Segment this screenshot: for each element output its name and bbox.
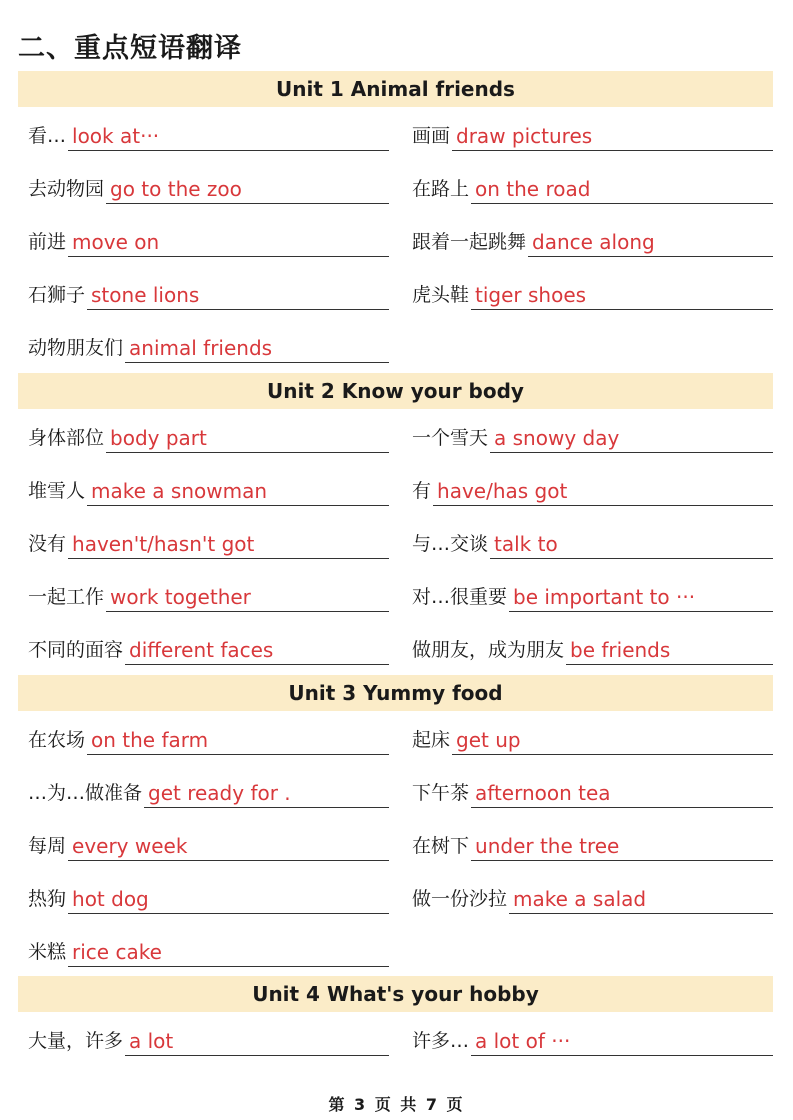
english-answer: a lot	[129, 1029, 174, 1053]
english-answer: work together	[110, 585, 251, 609]
english-answer: dance along	[532, 230, 655, 254]
english-answer: afternoon tea	[475, 781, 611, 805]
phrase-item	[412, 884, 773, 914]
english-answer: animal friends	[129, 336, 273, 360]
english-answer: stone lions	[91, 283, 200, 307]
phrase-item	[28, 174, 389, 204]
answer-line	[144, 779, 389, 808]
english-answer: look at···	[72, 124, 160, 148]
answer-line	[68, 530, 389, 559]
english-answer: make a snowman	[91, 479, 268, 503]
chinese-phrase: 去动物园	[28, 178, 105, 200]
english-answer: rice cake	[72, 940, 162, 964]
chinese-phrase: 没有	[28, 533, 67, 555]
english-answer: be friends	[570, 638, 671, 662]
english-answer: draw pictures	[456, 124, 593, 148]
english-answer: make a salad	[513, 887, 647, 911]
unit-heading: Unit 1 Animal friends	[18, 71, 773, 107]
english-answer: get ready for .	[148, 781, 291, 805]
phrase-item	[412, 227, 773, 257]
phrase-item	[412, 582, 773, 612]
answer-line	[528, 228, 773, 257]
phrase-item	[28, 831, 389, 861]
answer-line	[509, 583, 773, 612]
chinese-phrase: 有	[412, 480, 432, 502]
english-answer: talk to	[494, 532, 558, 556]
phrase-item	[28, 280, 389, 310]
answer-line	[87, 477, 389, 506]
english-answer: under the tree	[475, 834, 620, 858]
english-answer: different faces	[129, 638, 274, 662]
answer-line	[106, 424, 389, 453]
answer-line	[490, 530, 773, 559]
phrase-item	[412, 778, 773, 808]
chinese-phrase: 米糕	[28, 941, 67, 963]
answer-line	[106, 583, 389, 612]
answer-line	[566, 636, 773, 665]
unit-heading: Unit 3 Yummy food	[18, 675, 773, 711]
chinese-phrase: 起床	[412, 729, 451, 751]
unit-heading: Unit 4 What's your hobby	[18, 976, 773, 1012]
chinese-phrase: 在农场	[28, 729, 86, 751]
phrase-item	[412, 280, 773, 310]
english-answer: hot dog	[72, 887, 149, 911]
chinese-phrase: 不同的面容	[28, 639, 124, 661]
english-answer: be important to ···	[513, 585, 696, 609]
chinese-phrase: 与…交谈	[412, 533, 489, 555]
phrase-item	[412, 831, 773, 861]
answer-line	[68, 228, 389, 257]
phrase-item	[28, 423, 389, 453]
answer-line	[125, 1027, 389, 1056]
chinese-phrase: 每周	[28, 835, 67, 857]
phrase-item	[28, 1026, 389, 1056]
phrase-item	[28, 476, 389, 506]
answer-line	[471, 832, 773, 861]
chinese-phrase: 大量，许多	[28, 1030, 124, 1052]
answer-line	[509, 885, 773, 914]
phrase-item	[28, 884, 389, 914]
chinese-phrase: 许多…	[412, 1030, 470, 1052]
phrase-item	[28, 582, 389, 612]
phrase-item	[28, 227, 389, 257]
english-answer: have/has got	[437, 479, 568, 503]
phrase-item	[28, 725, 389, 755]
chinese-phrase: 热狗	[28, 888, 67, 910]
phrase-item	[412, 529, 773, 559]
phrase-item	[412, 121, 773, 151]
section-title: 二、重点短语翻译	[18, 33, 242, 64]
english-answer: on the road	[475, 177, 591, 201]
chinese-phrase: 跟着一起跳舞	[412, 231, 527, 253]
chinese-phrase: 一个雪天	[412, 427, 489, 449]
english-answer: a lot of ···	[475, 1029, 571, 1053]
phrase-item	[28, 635, 389, 665]
chinese-phrase: 动物朋友们	[28, 337, 124, 359]
answer-line	[68, 885, 389, 914]
chinese-phrase: 一起工作	[28, 586, 105, 608]
english-answer: on the farm	[91, 728, 209, 752]
phrase-item	[412, 423, 773, 453]
phrase-item	[412, 476, 773, 506]
phrase-item	[412, 635, 773, 665]
chinese-phrase: 身体部位	[28, 427, 105, 449]
phrase-item	[28, 333, 389, 363]
english-answer: tiger shoes	[475, 283, 587, 307]
chinese-phrase: 石狮子	[28, 284, 86, 306]
english-answer: a snowy day	[494, 426, 620, 450]
chinese-phrase: 堆雪人	[28, 480, 86, 502]
english-answer: get up	[456, 728, 521, 752]
answer-line	[490, 424, 773, 453]
english-answer: go to the zoo	[110, 177, 242, 201]
answer-line	[125, 334, 389, 363]
answer-line	[68, 938, 389, 967]
chinese-phrase: 前进	[28, 231, 67, 253]
chinese-phrase: 在路上	[412, 178, 470, 200]
answer-line	[452, 726, 773, 755]
english-answer: every week	[72, 834, 188, 858]
answer-line	[68, 122, 389, 151]
unit-heading: Unit 2 Know your body	[18, 373, 773, 409]
answer-line	[471, 779, 773, 808]
phrase-item	[28, 778, 389, 808]
answer-line	[87, 726, 389, 755]
chinese-phrase: 做朋友，成为朋友	[412, 639, 565, 661]
answer-line	[68, 832, 389, 861]
page-footer: 第 3 页 共 7 页	[328, 1095, 465, 1114]
phrase-item	[412, 1026, 773, 1056]
answer-line	[471, 281, 773, 310]
english-answer: move on	[72, 230, 160, 254]
phrase-item	[28, 121, 389, 151]
phrase-item	[412, 725, 773, 755]
answer-line	[471, 175, 773, 204]
answer-line	[87, 281, 389, 310]
answer-line	[125, 636, 389, 665]
chinese-phrase: 对…很重要	[412, 586, 508, 608]
chinese-phrase: 做一份沙拉	[412, 888, 508, 910]
chinese-phrase: 在树下	[412, 835, 470, 857]
chinese-phrase: 虎头鞋	[412, 284, 470, 306]
phrase-item	[412, 174, 773, 204]
chinese-phrase: 下午茶	[412, 782, 470, 804]
phrase-item	[28, 937, 389, 967]
chinese-phrase: …为…做准备	[28, 782, 143, 804]
answer-line	[471, 1027, 773, 1056]
chinese-phrase: 看…	[28, 125, 67, 147]
answer-line	[452, 122, 773, 151]
answer-line	[433, 477, 773, 506]
phrase-item	[28, 529, 389, 559]
answer-line	[106, 175, 389, 204]
english-answer: body part	[110, 426, 207, 450]
chinese-phrase: 画画	[412, 125, 451, 147]
english-answer: haven't/hasn't got	[72, 532, 255, 556]
